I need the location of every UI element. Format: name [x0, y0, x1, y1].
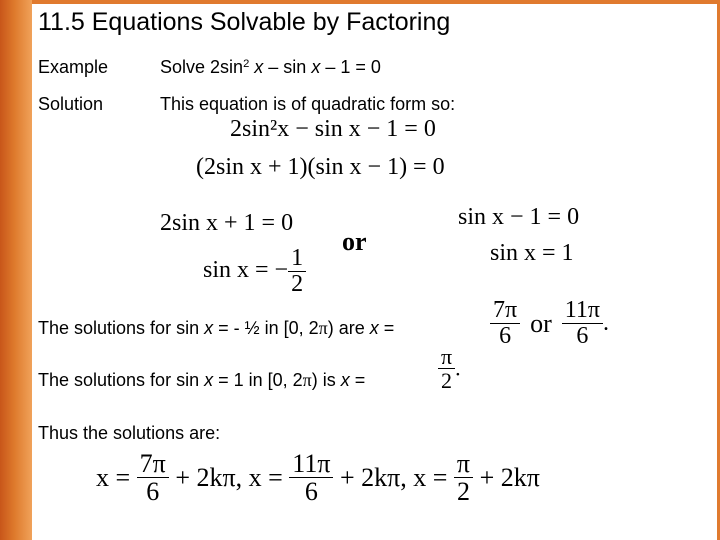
final-s2-lhs: x = — [248, 462, 283, 492]
line-b-pi: π — [302, 370, 312, 390]
example-text-mid: – sin — [263, 57, 312, 77]
fraction-7pi-6 — [490, 298, 520, 349]
fraction-num: 7π — [139, 449, 166, 478]
equation-left-1: 2sin x + 1 = 0 — [160, 210, 294, 236]
final-s1-tail: + 2kπ, — [175, 462, 243, 492]
equation-left-2-lhs: sin x = − — [203, 257, 289, 284]
equation-right-1: sin x − 1 = 0 — [458, 204, 580, 230]
solutions-line-a — [38, 318, 394, 339]
fraction-pi-2-final — [454, 450, 473, 506]
line-a-mid: = - ½ in [0, 2 — [213, 318, 319, 338]
page-title: 11.5 Equations Solvable by Factoring — [38, 8, 451, 36]
example-text-lead: Solve 2sin — [160, 57, 244, 77]
line-b-suffix: ) is — [311, 370, 341, 390]
fraction-num: π — [456, 449, 471, 478]
solution-label: Solution — [38, 94, 104, 114]
line-b-mid: = 1 in [0, 2 — [213, 370, 303, 390]
line-b-var-2: x — [340, 370, 350, 390]
final-solutions — [96, 450, 540, 506]
line-a-fractions — [490, 298, 609, 349]
final-s1-lhs: x = — [96, 462, 131, 492]
line-b-var: x — [204, 370, 214, 390]
final-s2-tail: + 2kπ, — [339, 462, 407, 492]
line-b-fraction — [438, 345, 461, 392]
final-s3-tail: + 2kπ — [479, 462, 540, 492]
left-accent-bar — [0, 0, 32, 540]
fraction-den: 6 — [137, 477, 169, 505]
line-b-prefix: The solutions for sin — [38, 370, 205, 390]
line-b-eq: = — [349, 370, 366, 390]
fraction-den: 2 — [454, 477, 473, 505]
fraction-pi-2 — [438, 345, 455, 392]
line-b-end: . — [455, 355, 461, 381]
fraction-11pi-6 — [562, 298, 603, 349]
fraction-7pi-6-final — [137, 450, 169, 506]
fraction-den: 6 — [490, 323, 520, 349]
line-a-end: . — [603, 310, 610, 337]
line-a-var-2: x — [369, 318, 379, 338]
fraction-den: 6 — [562, 323, 603, 349]
final-s3-lhs: x = — [413, 462, 448, 492]
line-a-eq: = — [378, 318, 395, 338]
solution-text: This equation is of quadratic form so: — [160, 94, 456, 114]
fraction-den: 6 — [289, 477, 333, 505]
example-var: x — [254, 57, 264, 77]
example-problem — [160, 57, 381, 78]
solutions-line-b — [38, 370, 365, 391]
line-a-pi: π — [318, 318, 328, 338]
top-border — [0, 0, 720, 4]
example-text-tail: – 1 = 0 — [320, 57, 381, 77]
fraction-one-half — [288, 246, 306, 297]
thus-text: Thus the solutions are: — [38, 423, 221, 443]
equation-factored: (2sin x + 1)(sin x − 1) = 0 — [196, 154, 445, 180]
line-a-var: x — [204, 318, 214, 338]
fraction-num: π — [441, 344, 453, 369]
example-label: Example — [38, 57, 109, 77]
line-a-prefix: The solutions for sin — [38, 318, 205, 338]
fraction-num: 7π — [493, 297, 518, 323]
fraction-den: 2 — [288, 271, 306, 297]
fraction-num: 1 — [291, 245, 304, 271]
fraction-num: 11π — [292, 449, 331, 478]
equation-right-2: sin x = 1 — [490, 240, 574, 266]
line-a-or: or — [530, 308, 552, 338]
example-var-2: x — [311, 57, 321, 77]
fraction-den: 2 — [438, 368, 455, 392]
fraction-11pi-6-final — [289, 450, 333, 506]
fraction-num: 11π — [564, 297, 601, 323]
or-connector: or — [342, 227, 367, 256]
example-exponent: 2 — [243, 57, 250, 70]
line-a-suffix: ) are — [327, 318, 370, 338]
equation-quadratic: 2sin²x − sin x − 1 = 0 — [230, 116, 436, 142]
equation-left-2 — [203, 246, 306, 297]
